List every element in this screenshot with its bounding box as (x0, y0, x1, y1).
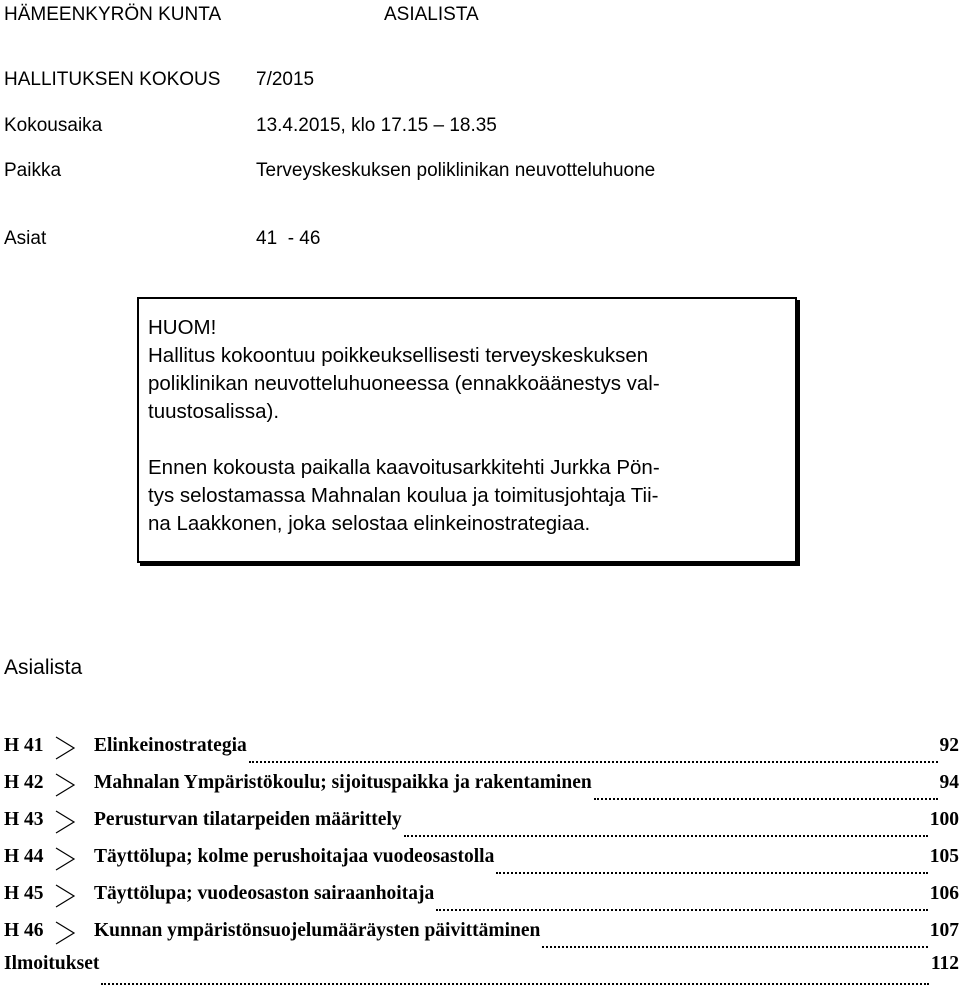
items-value: 41 - 46 (256, 228, 321, 249)
notice-paragraph-1: HUOM! Hallitus kokoontuu poikkeuksellisesti terveyskeskuksen poliklinikan neuvotteluhuoneessa (ennakkoäänestys val- tuustosalissa). (148, 316, 660, 423)
agenda-heading: Asialista (4, 656, 83, 679)
notice-content (148, 314, 788, 538)
agenda-list (4, 731, 959, 990)
agenda-item-h45[interactable] (4, 879, 959, 916)
dot-leader (496, 871, 927, 874)
dot-leader (436, 908, 928, 911)
tab-arrow-icon (54, 731, 94, 751)
document-type: ASIALISTA (384, 4, 479, 25)
agenda-item-title: Täyttölupa; vuodeosaston sairaanhoitaja (94, 883, 435, 904)
dot-leader (404, 834, 928, 837)
items-label: Asiat (4, 228, 47, 249)
agenda-item-page: 112 (930, 953, 959, 974)
dot-leader (594, 797, 938, 800)
tab-arrow-icon (54, 842, 94, 862)
agenda-item-title: Ilmoitukset (4, 953, 100, 974)
tab-arrow-icon (54, 879, 94, 899)
municipality-name: HÄMEENKYRÖN KUNTA (4, 4, 222, 25)
agenda-item-title: Perusturvan tilatarpeiden määrittely (94, 809, 402, 830)
agenda-item-page: 100 (929, 809, 959, 830)
meeting-number: 7/2015 (256, 69, 315, 90)
tab-arrow-icon (54, 805, 94, 825)
agenda-item-title: Elinkeinostrategia (94, 735, 247, 756)
agenda-item-page: 107 (929, 920, 959, 941)
tab-arrow-icon (54, 768, 94, 788)
agenda-item-h43[interactable] (4, 805, 959, 842)
tab-arrow-icon (54, 916, 94, 936)
dot-leader (542, 945, 927, 948)
agenda-item-code: H 41 (4, 735, 44, 756)
agenda-item-code: H 45 (4, 883, 44, 904)
meeting-time-value: 13.4.2015, klo 17.15 – 18.35 (256, 115, 497, 136)
agenda-item-code: H 46 (4, 920, 44, 941)
agenda-item-announcements[interactable] (4, 953, 959, 990)
meeting-time-label: Kokousaika (4, 115, 103, 136)
notice-paragraph-2: Ennen kokousta paikalla kaavoitusarkkitehti Jurkka Pön- tys selostamassa Mahnalan koulua ja toimitusjohtaja Tii- na Laakkonen, joka selostaa elinkeinostrategiaa. (148, 456, 660, 535)
agenda-item-page: 92 (939, 735, 959, 756)
agenda-item-page: 94 (939, 772, 959, 793)
agenda-item-title: Mahnalan Ympäristökoulu; sijoituspaikka ja rakentaminen (94, 772, 592, 793)
meeting-label: HALLITUKSEN KOKOUS (4, 69, 221, 90)
agenda-item-code: H 44 (4, 846, 44, 867)
agenda-item-h46[interactable] (4, 916, 959, 953)
agenda-item-code: H 43 (4, 809, 44, 830)
dot-leader (101, 982, 928, 985)
meeting-place-value: Terveyskeskuksen poliklinikan neuvotteluhuone (256, 160, 656, 181)
agenda-item-page: 105 (929, 846, 959, 867)
agenda-item-page: 106 (929, 883, 959, 904)
agenda-item-h42[interactable] (4, 768, 959, 805)
agenda-item-title: Täyttölupa; kolme perushoitajaa vuodeosastolla (94, 846, 495, 867)
agenda-item-h41[interactable] (4, 731, 959, 768)
agenda-item-code: H 42 (4, 772, 44, 793)
dot-leader (249, 760, 938, 763)
agenda-item-title: Kunnan ympäristönsuojelumääräysten päivittäminen (94, 920, 541, 941)
agenda-item-h44[interactable] (4, 842, 959, 879)
meeting-place-label: Paikka (4, 160, 62, 181)
